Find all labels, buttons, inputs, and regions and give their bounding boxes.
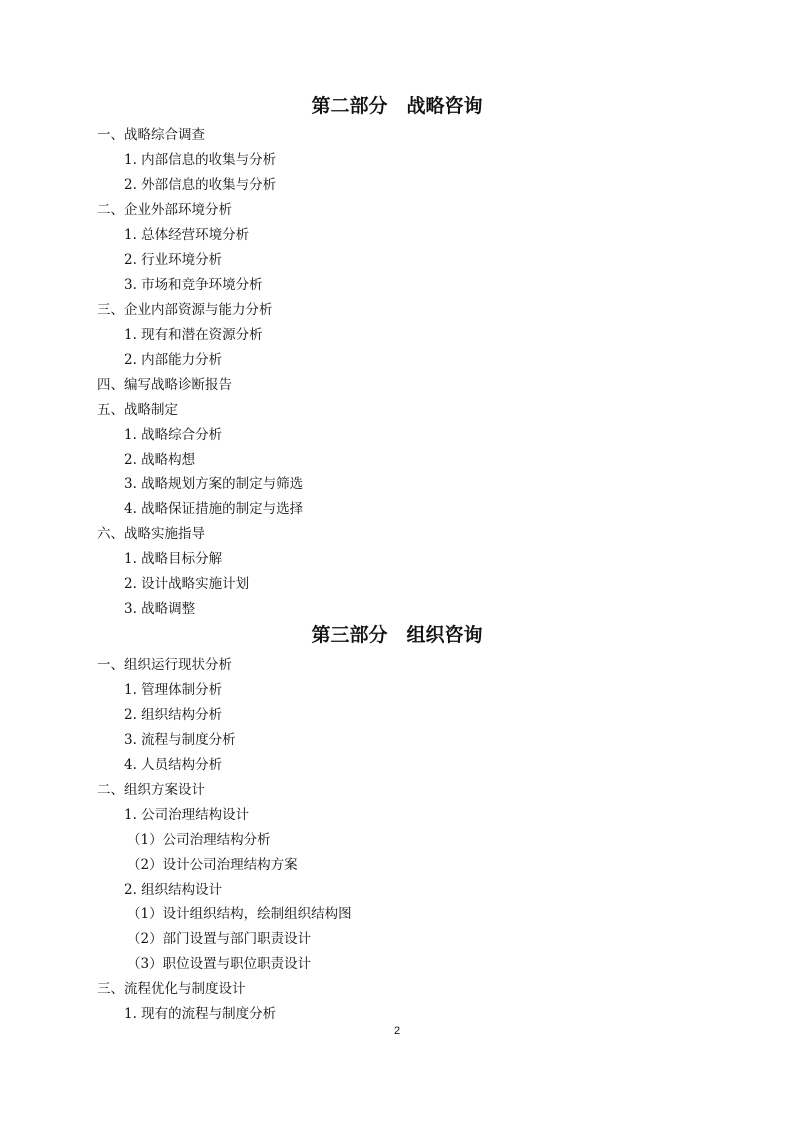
list-item: 3. 战略调整 [124, 601, 196, 617]
list-item: 2. 战略构想 [124, 452, 196, 468]
sub-list-item: （2）部门设置与部门职责设计 [127, 931, 312, 947]
section-title-organization: 第三部分 组织咨询 [311, 624, 483, 646]
list-item: 3. 流程与制度分析 [124, 732, 236, 748]
list-item: 1. 现有和潜在资源分析 [124, 327, 263, 343]
list-item: 1. 公司治理结构设计 [124, 807, 250, 823]
list-item: 1. 战略综合分析 [124, 427, 223, 443]
list-item: 4. 人员结构分析 [124, 757, 223, 773]
list-item: 3. 市场和竞争环境分析 [124, 277, 263, 293]
list-item: 2. 外部信息的收集与分析 [124, 177, 277, 193]
heading-1-strategic-survey: 一、战略综合调查 [97, 127, 205, 143]
list-item: 2. 行业环境分析 [124, 252, 223, 268]
heading-1-implementation-guidance: 六、战略实施指导 [97, 526, 205, 542]
list-item: 1. 总体经营环境分析 [124, 227, 250, 243]
list-item: 1. 现有的流程与制度分析 [124, 1006, 277, 1022]
heading-1-strategy-formulation: 五、战略制定 [97, 402, 178, 418]
list-item: 4. 战略保证措施的制定与选择 [124, 501, 304, 517]
heading-1-current-status: 一、组织运行现状分析 [97, 657, 232, 673]
heading-1-external-environment: 二、企业外部环境分析 [97, 202, 232, 218]
section-title-strategy: 第二部分 战略咨询 [311, 95, 483, 117]
heading-1-organization-design: 二、组织方案设计 [97, 782, 205, 798]
sub-list-item: （1）公司治理结构分析 [127, 832, 271, 848]
list-item: 1. 管理体制分析 [124, 682, 223, 698]
page-number: 2 [393, 1025, 401, 1037]
heading-1-process-optimization: 三、流程优化与制度设计 [97, 981, 246, 997]
sub-list-item: （1）设计组织结构，绘制组织结构图 [127, 906, 352, 922]
list-item: 1. 战略目标分解 [124, 551, 223, 567]
heading-1-diagnosis-report: 四、编写战略诊断报告 [97, 377, 232, 393]
heading-1-internal-resources: 三、企业内部资源与能力分析 [97, 302, 273, 318]
list-item: 1. 内部信息的收集与分析 [124, 152, 277, 168]
list-item: 2. 组织结构分析 [124, 707, 223, 723]
list-item: 2. 设计战略实施计划 [124, 576, 250, 592]
sub-list-item: （2）设计公司治理结构方案 [127, 857, 298, 873]
list-item: 2. 组织结构设计 [124, 882, 223, 898]
list-item: 2. 内部能力分析 [124, 352, 223, 368]
list-item: 3. 战略规划方案的制定与筛选 [124, 476, 304, 492]
sub-list-item: （3）职位设置与职位职责设计 [127, 956, 312, 972]
